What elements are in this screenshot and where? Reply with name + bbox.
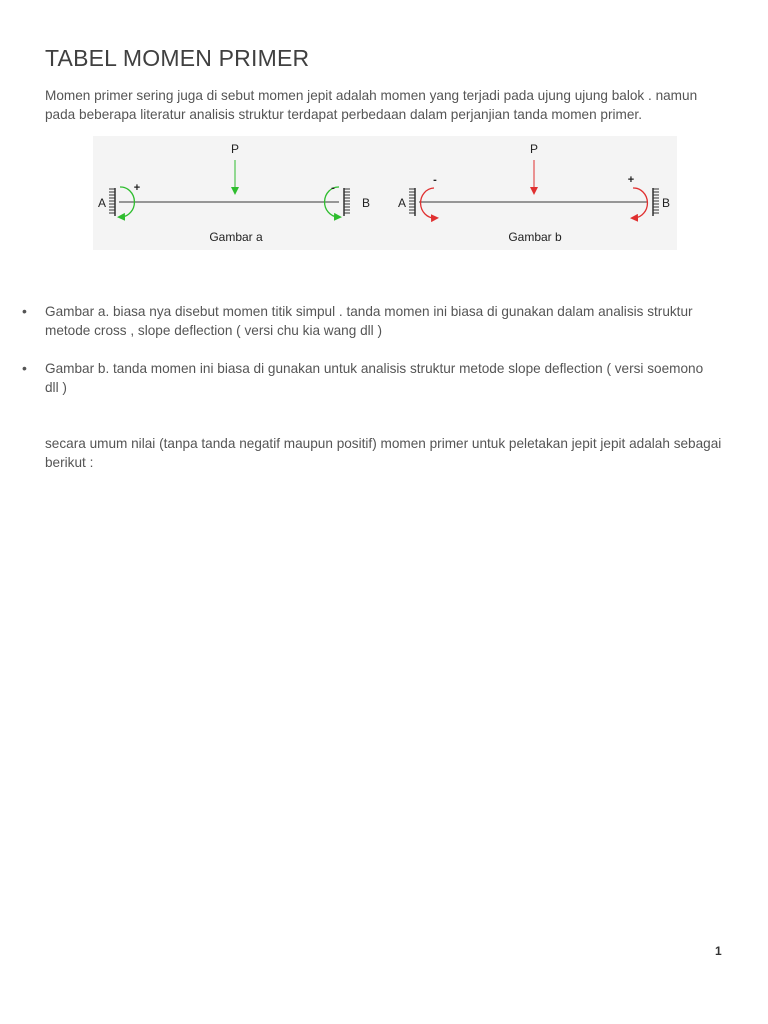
diagram-b (398, 142, 670, 244)
diagram-a (98, 142, 370, 244)
sign-convention-diagram (93, 136, 677, 250)
diagram-b-caption: Gambar b (508, 230, 562, 244)
diagram-b-left-support (409, 188, 415, 216)
sign-convention-figure (93, 136, 677, 250)
page-number: 1 (715, 944, 722, 958)
diagram-a-left-support-label: A (97, 196, 107, 210)
diagram-a-right-support (344, 188, 350, 216)
summary-paragraph: secara umum nilai (tanpa tanda negatif maupun positif) momen primer untuk peletakan jepit jepit adalah sebagai berikut : (45, 436, 722, 470)
diagram-a-left-sign: + (133, 182, 141, 194)
bullet-icon: • (22, 360, 27, 376)
list-item (22, 359, 712, 397)
intro-paragraph: Momen primer sering juga di sebut momen jepit adalah momen yang terjadi pada ujung ujung balok . namun pada beberapa literatur analisis struktur terdapat perbedaan dalam perjanjian tanda momen primer. (45, 88, 698, 122)
page-title: TABEL MOMEN PRIMER (45, 45, 310, 71)
diagram-a-left-support (109, 188, 115, 216)
diagram-b-load-label: P (529, 142, 539, 156)
diagram-b-left-moment-arrow (421, 188, 435, 218)
explanation-list (22, 302, 712, 416)
diagram-b-right-support (653, 188, 659, 216)
diagram-b-right-moment-arrow (633, 188, 647, 218)
list-item-text: Gambar a. biasa nya disebut momen titik simpul . tanda momen ini biasa di gunakan dalam analisis struktur metode cross , slope deflection ( versi chu kia wang dll ) (45, 304, 693, 338)
diagram-a-right-support-label: B (361, 196, 371, 210)
diagram-b-left-sign: - (433, 174, 437, 186)
bullet-icon: • (22, 303, 27, 319)
diagram-a-caption: Gambar a (209, 230, 263, 244)
list-item (22, 302, 712, 340)
diagram-a-right-sign: - (331, 182, 335, 194)
diagram-b-left-support-label: A (397, 196, 407, 210)
list-item-text: Gambar b. tanda momen ini biasa di gunakan untuk analisis struktur metode slope deflection ( versi soemono dll ) (45, 361, 704, 395)
diagram-b-right-sign: + (627, 174, 635, 186)
diagram-b-right-support-label: B (661, 196, 671, 210)
diagram-a-load-label: P (230, 142, 240, 156)
